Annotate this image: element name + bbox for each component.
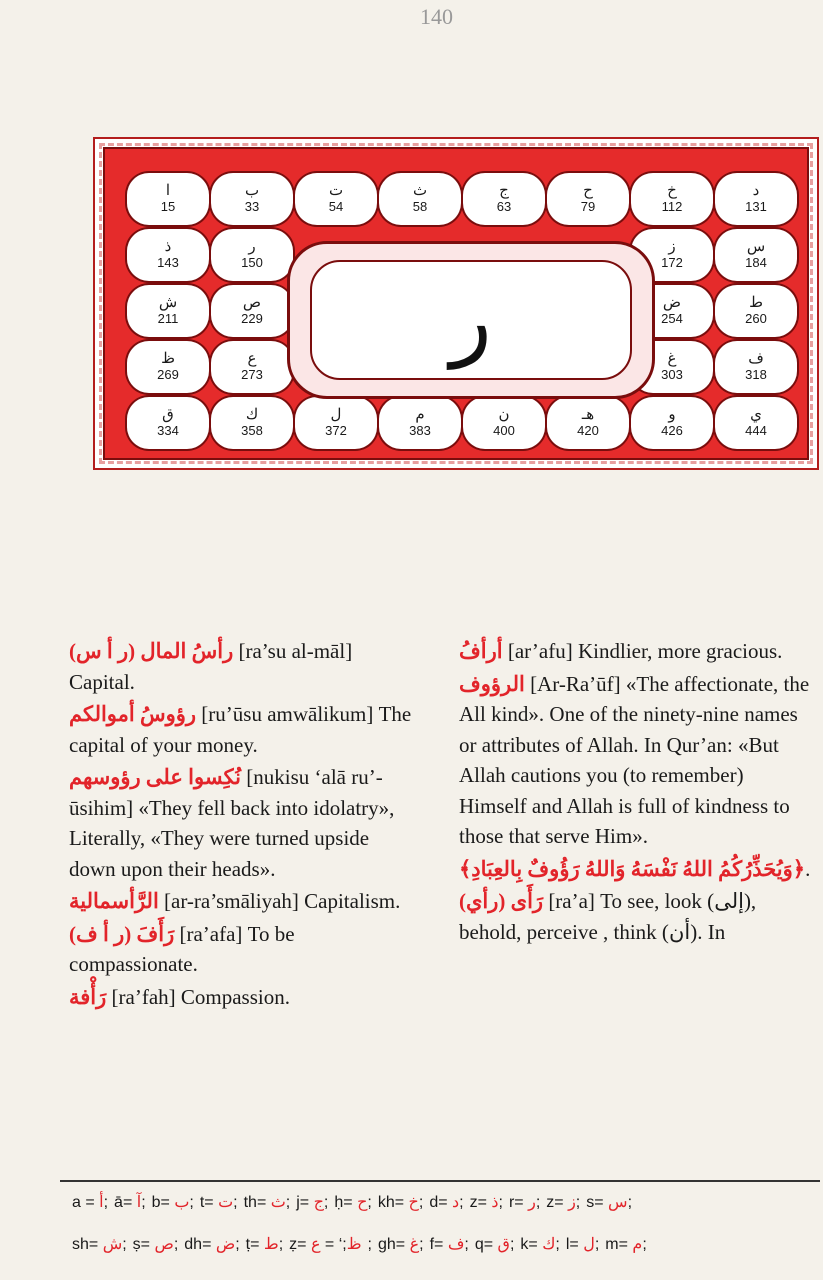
transliteration-pair: f= ف; — [429, 1236, 469, 1253]
dictionary-entry — [69, 636, 421, 697]
transliteration-pair: kh= خ; — [377, 1194, 424, 1211]
letter-cell — [547, 173, 629, 225]
cell-letter: ض — [662, 294, 682, 311]
cell-letter: ف — [748, 350, 764, 367]
entry-definition: . — [805, 856, 811, 881]
cell-page-number: 211 — [157, 310, 179, 326]
entry-definition: [ar-ra’smāliyah] Capitalism. — [158, 889, 401, 913]
letter-index-table — [93, 137, 819, 470]
dictionary-entry — [69, 919, 421, 980]
cell-page-number: 172 — [661, 254, 683, 270]
cell-letter: س — [746, 238, 766, 255]
cell-page-number: 420 — [577, 422, 599, 438]
cell-letter: ك — [245, 406, 259, 423]
cell-letter: ع — [247, 350, 257, 367]
letter-cell — [127, 397, 209, 449]
letter-cell — [211, 229, 293, 281]
transliteration-pair: m= م; — [605, 1236, 647, 1253]
cell-letter: ا — [165, 182, 171, 199]
cell-letter: ح — [583, 182, 593, 199]
entry-arabic: أرأفُ — [459, 639, 503, 663]
letter-cell — [547, 397, 629, 449]
letter-cell — [211, 397, 293, 449]
letter-cell — [715, 285, 797, 337]
cell-page-number: 372 — [325, 422, 347, 438]
cell-letter: ي — [750, 406, 762, 423]
cell-letter: م — [415, 406, 425, 423]
letter-cell — [127, 173, 209, 225]
letter-cell — [211, 341, 293, 393]
letter-cell — [631, 173, 713, 225]
cell-letter: ث — [412, 182, 428, 199]
transliteration-pair: s= س; — [586, 1194, 633, 1211]
transliteration-pair: k= ك; — [520, 1236, 560, 1253]
cell-letter: ن — [498, 406, 510, 423]
transliteration-pair: ṭ= ط; — [245, 1236, 284, 1253]
transliteration-pair: ṣ= ص; — [132, 1236, 179, 1253]
transliteration-pair: ā= آ; — [114, 1194, 146, 1211]
cell-letter: ر — [248, 238, 256, 255]
transliteration-pair: ẓ= ظ; — [289, 1236, 362, 1253]
cell-page-number: 444 — [745, 422, 767, 438]
transliteration-pair: dh= ض; — [184, 1236, 240, 1253]
cell-page-number: 426 — [661, 422, 683, 438]
cell-page-number: 150 — [241, 254, 263, 270]
cell-page-number: 15 — [160, 198, 176, 214]
dictionary-entry — [459, 636, 815, 667]
left-column — [69, 636, 421, 1014]
transliteration-pair: t= ت; — [199, 1194, 238, 1211]
entry-definition: [ra’a] To see, look (إلى), behold, perceive , think (أن). In — [459, 889, 757, 944]
cell-page-number: 254 — [661, 310, 683, 326]
cell-letter: ج — [499, 182, 509, 199]
letter-cell — [127, 341, 209, 393]
entry-arabic: رَأَفَ (ر أ ف) — [69, 921, 175, 946]
cell-letter: ش — [158, 294, 178, 311]
cell-page-number: 63 — [496, 198, 512, 214]
dictionary-entry — [459, 886, 815, 947]
cell-page-number: 260 — [745, 310, 767, 326]
dictionary-entry — [459, 854, 815, 885]
cell-page-number: 143 — [157, 254, 179, 270]
cell-letter: ص — [242, 294, 262, 311]
cell-letter: ط — [749, 294, 763, 311]
letter-cell — [715, 341, 797, 393]
transliteration-pair: q= ق; — [474, 1236, 515, 1253]
cell-letter: ق — [162, 406, 174, 423]
entry-definition: [nukisu ‘alā ru’-ūsihim] «They fell back into idolatry», Literally, «They were turned upside down upon their heads». — [69, 765, 395, 881]
right-column — [459, 636, 815, 949]
transliteration-pair: l= ل; — [565, 1236, 600, 1253]
transliteration-pair: ḥ= ح; — [334, 1194, 372, 1211]
cell-letter: ت — [328, 182, 344, 199]
transliteration-pair: j= ج; — [296, 1194, 329, 1211]
letter-cell — [715, 173, 797, 225]
dictionary-entry — [459, 669, 815, 852]
cell-page-number: 112 — [661, 198, 683, 214]
letter-cell — [211, 285, 293, 337]
center-inner — [310, 260, 632, 380]
entry-definition: [ru’ūsu amwālikum] The capital of your money. — [69, 702, 412, 757]
cell-letter: ز — [668, 238, 676, 255]
cell-letter: و — [668, 406, 676, 423]
cell-letter: ذ — [164, 238, 172, 255]
cell-page-number: 229 — [241, 310, 263, 326]
cell-page-number: 58 — [412, 198, 428, 214]
footer-rule — [60, 1180, 820, 1182]
entry-arabic: الرَّأسمالية — [69, 889, 159, 913]
cell-page-number: 358 — [241, 422, 263, 438]
center-letter: ر — [450, 272, 492, 368]
cell-page-number: 303 — [661, 366, 683, 382]
dictionary-entry — [69, 699, 421, 760]
transliteration-pair: r= ر; — [508, 1194, 541, 1211]
entry-definition: [ra’su al-māl] Capital. — [69, 639, 353, 694]
letter-cell — [463, 173, 545, 225]
cell-letter: ب — [244, 182, 260, 199]
transliteration-pair: d= د; — [429, 1194, 464, 1211]
cell-letter: خ — [667, 182, 677, 199]
transliteration-pair: th= ث; — [243, 1194, 291, 1211]
dictionary-entry — [69, 762, 421, 884]
cell-page-number: 131 — [745, 198, 767, 214]
transliteration-pair: gh= غ; — [377, 1236, 424, 1253]
entry-definition: [ar’afu] Kindlier, more gracious. — [502, 639, 783, 663]
entry-definition: [Ar-Ra’ūf] «The affectionate, the All kind». One of the ninety-nine names or attributes of Allah. In Qur’an: «But Allah cautions you (to remember) Himself and Allah is full of kindness to those that serve Him». — [459, 671, 810, 848]
entry-definition: [ra’afa] To be compassionate. — [69, 921, 295, 976]
transliteration-pair: sh= ش; — [72, 1236, 127, 1253]
cell-page-number: 54 — [328, 198, 344, 214]
entry-arabic: الرؤوف — [459, 671, 525, 696]
transliteration-pair: b= ب; — [151, 1194, 194, 1211]
dictionary-entry — [69, 982, 421, 1013]
transliteration-pair: a = أ; — [72, 1194, 109, 1211]
table-background — [103, 147, 809, 460]
letter-cell — [631, 397, 713, 449]
page-number: 140 — [420, 4, 453, 29]
transliteration-pair: z= ز; — [546, 1194, 581, 1211]
cell-letter: غ — [667, 350, 677, 367]
entry-definition: [ra’fah] Compassion. — [106, 984, 290, 1009]
cell-page-number: 334 — [157, 422, 179, 438]
letter-cell — [379, 397, 461, 449]
entry-arabic: رَأَى (رأي) — [459, 889, 544, 913]
letter-cell — [715, 229, 797, 281]
entry-arabic: ﴿وَيُحَذِّرُكُمُ اللهُ نَفْسَهُ وَاللهُ رَؤُوفٌ بِالعِبَادِ﴾ — [459, 856, 806, 881]
transliteration-row-1 — [72, 1192, 638, 1212]
cell-page-number: 269 — [157, 366, 179, 382]
letter-cell — [211, 173, 293, 225]
cell-page-number: 400 — [493, 422, 515, 438]
letter-cell — [127, 229, 209, 281]
cell-letter: ل — [330, 406, 342, 423]
letter-cell — [127, 285, 209, 337]
entry-arabic: رأسُ المال (ر أ س) — [69, 639, 234, 663]
letter-cell — [463, 397, 545, 449]
center-cartouche — [287, 241, 655, 399]
dictionary-entry — [69, 886, 421, 917]
cell-page-number: 273 — [241, 366, 263, 382]
letter-cell — [379, 173, 461, 225]
letter-cell — [295, 173, 377, 225]
entry-arabic: رؤوسُ أموالكم — [69, 702, 197, 726]
transliteration-pair: ‘ = ع ; — [310, 1236, 372, 1253]
cell-letter: هـ — [581, 406, 595, 423]
cell-letter: ظ — [161, 350, 175, 367]
cell-page-number: 383 — [409, 422, 431, 438]
letter-cell — [715, 397, 797, 449]
transliteration-row-2 — [72, 1234, 653, 1254]
cell-page-number: 184 — [745, 254, 767, 270]
entry-arabic: نُكِسوا على رؤوسهم — [69, 765, 242, 789]
letter-cell — [295, 397, 377, 449]
cell-page-number: 33 — [244, 198, 260, 214]
cell-page-number: 318 — [745, 366, 767, 382]
entry-arabic: رَأْفة — [69, 984, 107, 1009]
transliteration-pair: z= ذ; — [469, 1194, 503, 1211]
cell-page-number: 79 — [580, 198, 596, 214]
cell-letter: د — [752, 182, 760, 199]
